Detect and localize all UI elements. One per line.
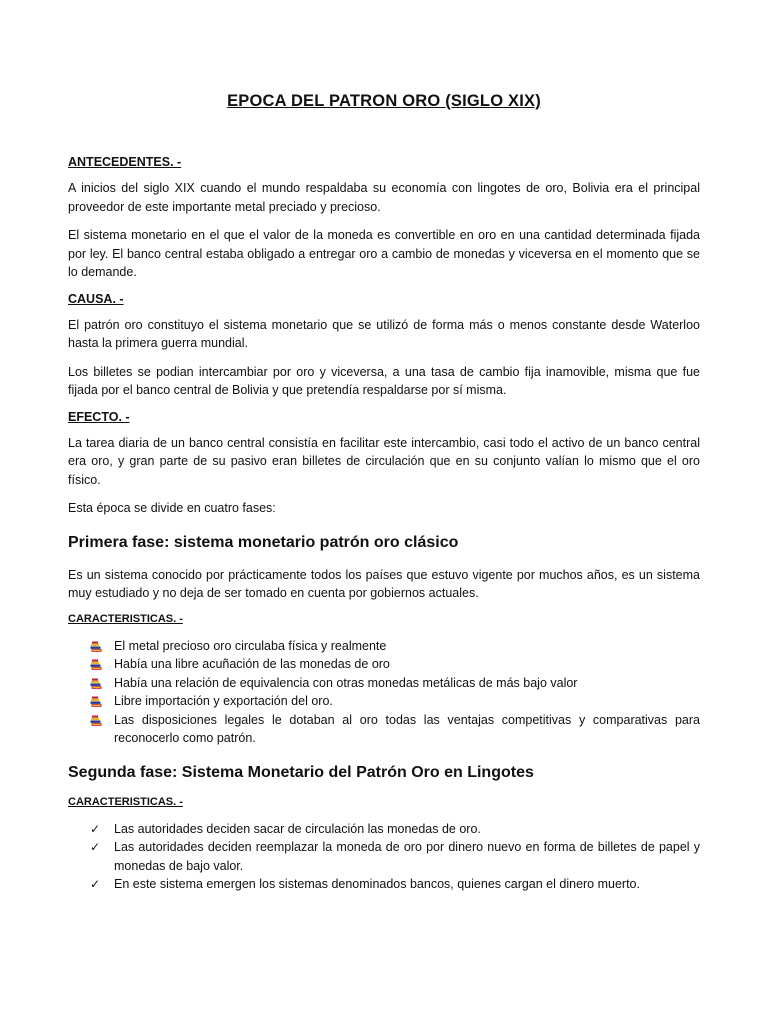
efecto-heading: EFECTO. - bbox=[68, 409, 130, 424]
fase1-heading: Primera fase: sistema monetario patrón oro clásico bbox=[68, 533, 459, 551]
causa-paragraph-1: El patrón oro constituyo el sistema monetario que se utilizó de forma más o menos constante desde Waterloo hasta la primera guerra mundial. bbox=[68, 317, 700, 350]
fase1-characteristics-list bbox=[68, 637, 700, 748]
fase2-characteristics-list bbox=[68, 820, 700, 894]
book-stack-icon bbox=[90, 658, 102, 670]
list-item-text: Había una relación de equivalencia con otras monedas metálicas de más bajo valor bbox=[114, 675, 578, 690]
list-item bbox=[68, 655, 700, 674]
book-stack-icon bbox=[90, 695, 102, 707]
document-page bbox=[68, 92, 700, 894]
fase1-characteristics-heading: CARACTERISTICAS. - bbox=[68, 612, 183, 625]
efecto-paragraph-1: La tarea diaria de un banco central consistía en facilitar este intercambio, casi todo el activo de un banco central era oro, y gran parte de su pasivo eran billetes de circulación que en su conjunto valían lo mismo que el oro físico. bbox=[68, 435, 700, 487]
list-item-text: Libre importación y exportación del oro. bbox=[114, 694, 333, 708]
list-item-text: En este sistema emergen los sistemas denominados bancos, quienes cargan el dinero muerto. bbox=[114, 877, 640, 891]
list-item-text: El metal precioso oro circulaba física y realmente bbox=[114, 638, 387, 653]
fase2-characteristics-heading: CARACTERISTICAS. - bbox=[68, 795, 183, 808]
antecedentes-heading: ANTECEDENTES. - bbox=[68, 155, 182, 169]
list-item-text: Las autoridades deciden reemplazar la moneda de oro por dinero nuevo en forma de billetes de papel y monedas de bajo valor. bbox=[114, 840, 700, 873]
checkmark-icon: ✓ bbox=[90, 877, 101, 891]
book-stack-icon bbox=[90, 640, 102, 652]
causa-heading: CAUSA. - bbox=[68, 291, 124, 306]
list-item bbox=[68, 820, 700, 839]
list-item-text: Las autoridades deciden sacar de circulación las monedas de oro. bbox=[114, 821, 481, 836]
antecedentes-paragraph-2: El sistema monetario en el que el valor de la moneda es convertible en oro en una cantidad determinada fijada por ley. El banco central estaba obligado a entregar oro a cambio de monedas y viceversa en el momento que se lo demande. bbox=[68, 228, 700, 279]
document-title: EPOCA DEL PATRON ORO (SIGLO XIX) bbox=[227, 92, 541, 110]
list-item bbox=[68, 637, 700, 656]
book-stack-icon bbox=[90, 677, 102, 689]
antecedentes-paragraph-1: A inicios del siglo XIX cuando el mundo respaldaba su economía con lingotes de oro, Bolivia era el principal proveedor de este importante metal preciado y precioso. bbox=[68, 181, 700, 214]
book-stack-icon bbox=[90, 714, 102, 726]
list-item-text: Había una libre acuñación de las monedas de oro bbox=[114, 657, 390, 671]
causa-paragraph-2: Los billetes se podian intercambiar por oro y viceversa, a una tasa de cambio fija inamovible, misma que fue fijada por el banco central de Bolivia y que pretendía respaldarse por sí misma. bbox=[68, 364, 700, 397]
fase2-heading: Segunda fase: Sistema Monetario del Patrón Oro en Lingotes bbox=[68, 763, 534, 781]
checkmark-icon: ✓ bbox=[90, 840, 101, 854]
list-item bbox=[68, 711, 700, 748]
list-item bbox=[68, 674, 700, 693]
list-item-text: Las disposiciones legales le dotaban al oro todas las ventajas competitivas y comparativas para reconocerlo como patrón. bbox=[114, 712, 700, 745]
list-item bbox=[68, 875, 700, 894]
list-item bbox=[68, 692, 700, 711]
list-item bbox=[68, 838, 700, 875]
efecto-paragraph-2: Esta época se divide en cuatro fases: bbox=[68, 501, 276, 515]
checkmark-icon: ✓ bbox=[90, 821, 101, 836]
fase1-paragraph: Es un sistema conocido por prácticamente todos los países que estuvo vigente por muchos años, es un sistema muy estudiado y no deja de ser tomado en cuenta por gobiernos actuales. bbox=[68, 567, 700, 600]
